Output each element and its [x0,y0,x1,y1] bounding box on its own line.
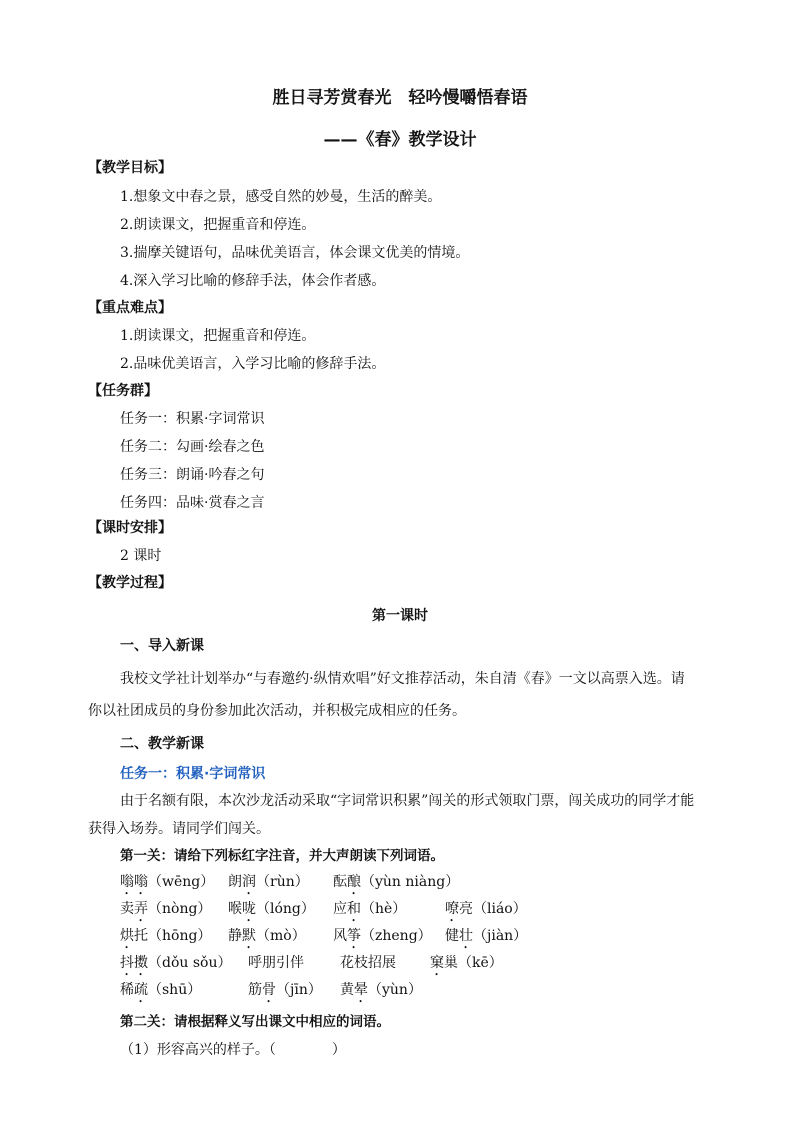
vocab-text: 应 [333,901,347,917]
page-title: 胜日寻芳赏春光 轻吟慢嚼悟春语 [272,88,528,108]
marked-character: 咙 [242,901,256,917]
task-item: 任务一：积累·字词常识 [120,411,265,427]
vocab-text: 筋 [248,982,262,998]
marked-character: 骨 [262,982,276,998]
vocab-text: （jīn） [276,982,322,998]
vocab-item [445,926,527,952]
vocab-text: （shū） [148,982,202,998]
vocab-item [120,980,201,1006]
marked-character: 疏 [134,982,148,998]
vocab-item [333,899,406,925]
vocab-text: 朗 [228,874,242,890]
paragraph-line: 你以社团成员的身份参加此次活动，并积极完成相应的任务。 [88,703,466,719]
vocab-text: 花枝招展 [340,955,396,971]
part2-heading: 二、教学新课 [120,736,204,752]
vocab-text: 托（hōng） [134,928,212,944]
vocab-text: 亮（liáo） [459,901,527,917]
vocab-text: 卖 [120,901,134,917]
vocab-text: （zheng） [361,928,432,944]
vocab-text: 酝 [333,874,347,890]
vocab-item [445,899,527,925]
vocab-text: 健 [445,928,459,944]
task-item: 任务三：朗诵·吟春之句 [120,467,265,483]
marked-character: 壮 [459,928,473,944]
task1-heading: 任务一：积累·字词常识 [120,766,266,782]
schedule-text: 2 课时 [120,548,162,564]
vocab-text: （lóng） [256,901,315,917]
vocab-text: 呼朋引伴 [248,955,304,971]
marked-character: 酿 [347,874,361,890]
vocab-text: 喉 [228,901,242,917]
vocab-item [228,872,309,898]
question-item: （1）形容高兴的样子。（ ） [120,1042,346,1058]
key-point-item: 1.朗读课文，把握重音和停连。 [120,328,316,344]
vocab-text: （mò） [256,928,306,944]
vocab-text: （wēng） [148,874,215,890]
task-item: 任务二：勾画·绘春之色 [120,439,265,455]
page-subtitle: ——《春》教学设计 [323,130,477,150]
vocab-item [120,953,232,979]
marked-character: 嘹 [445,901,459,917]
marked-character: 烘 [120,928,134,944]
goal-item: 3.揣摩关键语句，品味优美语言，体会课文优美的情境。 [120,245,470,261]
vocab-text: 风 [333,928,347,944]
vocab-text: （yùn niàng） [361,874,460,890]
vocab-text: （dǒu sǒu） [148,955,232,971]
process-heading: 【教学过程】 [88,575,172,591]
part1-heading: 一、导入新课 [120,638,204,654]
key-point-item: 2.品味优美语言，入学习比喻的修辞手法。 [120,356,386,372]
vocab-text: 黄 [340,982,354,998]
vocab-text: （yùn） [368,982,422,998]
paragraph-line: 获得入场券。请同学们闯关。 [88,821,270,837]
vocab-item [120,926,211,952]
marked-character: 默 [242,928,256,944]
marked-character: 筝 [347,928,361,944]
schedule-heading: 【课时安排】 [88,520,172,536]
vocab-text: （hè） [361,901,407,917]
vocab-item [228,926,306,952]
marked-character: 弄 [134,901,148,917]
vocab-text: （jiàn） [473,928,528,944]
vocab-item [228,899,315,925]
vocab-text: 巢（kē） [444,955,503,971]
marked-character: 抖擞 [120,955,148,971]
vocab-item [248,980,322,1006]
vocab-item [340,980,422,1006]
goal-item: 4.深入学习比喻的修辞手法，体会作者感。 [120,273,386,289]
vocab-item [333,926,432,952]
vocab-text: 稀 [120,982,134,998]
vocab-item [333,872,459,898]
marked-character: 窠 [430,955,444,971]
goal-item: 2.朗读课文，把握重音和停连。 [120,217,316,233]
marked-character: 和 [347,901,361,917]
tasks-heading: 【任务群】 [88,383,158,399]
marked-character: 晕 [354,982,368,998]
marked-character: 嗡嗡 [120,874,148,890]
key-points-heading: 【重点难点】 [88,300,172,316]
vocab-text: （nòng） [148,901,212,917]
goal-item: 1.想象文中春之景，感受自然的妙曼，生活的醉美。 [120,189,442,205]
vocab-text: （rùn） [256,874,309,890]
vocab-item [120,899,211,925]
marked-character: 润 [242,874,256,890]
vocab-item [430,953,503,979]
goals-heading: 【教学目标】 [88,160,172,176]
vocab-item [120,872,214,898]
paragraph-line: 由于名额有限，本次沙龙活动采取“字词常识积累”闯关的形式领取门票，闯关成功的同学才能 [120,793,695,809]
lesson-title: 第一课时 [372,608,428,624]
task-item: 任务四：品味·赏春之言 [120,495,265,511]
vocab-item [340,953,396,973]
level1-instruction: 第一关：请给下列标红字注音，并大声朗读下列词语。 [120,848,444,864]
paragraph-line: 我校文学社计划举办“与春邀约·纵情欢唱”好文推荐活动，朱自清《春》一文以高票入选。请 [120,671,685,687]
level2-instruction: 第二关：请根据释义写出课文中相应的词语。 [120,1014,390,1030]
vocab-text: 静 [228,928,242,944]
vocab-item [248,953,304,973]
